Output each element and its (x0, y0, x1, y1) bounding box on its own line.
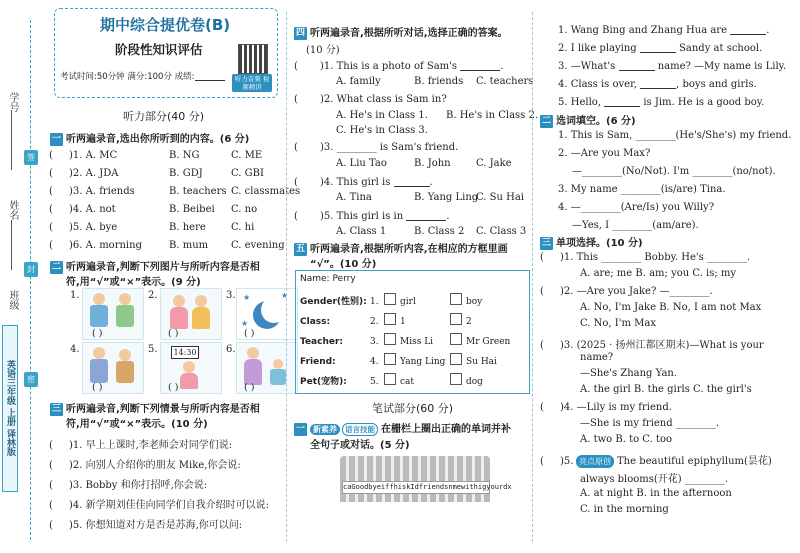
person-body-icon (90, 359, 108, 383)
exam-meta-text: 考试时间:50分钟 满分:100分 成绩: (60, 72, 195, 82)
answer-paren[interactable]: ( (49, 168, 53, 179)
question-stem-cont: name? (580, 352, 614, 363)
answer-blank[interactable] (604, 96, 640, 107)
l-s4-title-text: 听两遍录音,根据所听对话,选择正确的答案。 (310, 28, 508, 39)
s3-q4 (540, 402, 672, 413)
answer-blank[interactable] (394, 176, 430, 187)
form-row (300, 293, 482, 307)
option-b: B. NG (169, 150, 200, 161)
form-num: 1. (370, 297, 379, 307)
star-icon: ★ (241, 319, 249, 328)
option-c: C. GBI (231, 168, 264, 179)
name-blank[interactable] (11, 220, 12, 270)
q-num: 1. (558, 25, 568, 36)
answer-blank[interactable] (640, 42, 676, 53)
s3-q3-options: A. the girl B. the girls C. the girl's (580, 384, 752, 395)
answer-paren[interactable]: ( (49, 500, 53, 511)
q-text: Class is over, (570, 79, 637, 90)
answer-paren[interactable]: ( (49, 480, 53, 491)
score-blank[interactable] (195, 70, 225, 81)
answer-paren[interactable]: ( (540, 286, 544, 297)
s3-q4-options: A. two B. to C. too (580, 434, 672, 445)
checkbox-icon[interactable] (450, 293, 462, 305)
l-s1-row (49, 150, 262, 161)
option-a: )2. A. JDA (69, 168, 119, 179)
q-text2: name? —My name is Lily. (657, 61, 787, 72)
listening-part-title: 听力部分(40 分) (123, 110, 205, 123)
q-text: Hello, (570, 97, 601, 108)
qr-code-icon[interactable] (238, 44, 268, 74)
checkbox-icon[interactable] (384, 353, 396, 365)
answer-blank[interactable] (460, 60, 500, 71)
s4-q5: ( )5. This girl is in . (294, 211, 450, 222)
s4-q2 (294, 94, 447, 105)
form-row (300, 353, 497, 367)
fill-q5 (558, 96, 764, 108)
pic-num-5: 5. (148, 344, 158, 355)
s3-q3c: —She's Zhang Yan. (580, 368, 678, 379)
w-s3-num: 三 (541, 238, 551, 248)
question-stem: )2. —Are you Jake? —________. (560, 286, 713, 297)
l-s1-num: 一 (51, 134, 61, 144)
question-stem: )4. —Lily is my friend. (560, 402, 672, 413)
w-s2-title-text: 选词填空。(6 分) (556, 116, 636, 127)
l-s5-num: 五 (295, 244, 305, 254)
scenario-text: )3. Bobby 和你打招呼,你会说: (69, 480, 208, 491)
boy-body-icon (116, 305, 134, 327)
question-stem: )3. (2025 · 扬州江都区期末)—What is your (560, 340, 764, 351)
name-label: 姓名 (7, 200, 18, 220)
l-s1-title (50, 130, 249, 146)
option-2: boy (466, 297, 483, 307)
option-a: A. Class 1 (336, 226, 387, 237)
w-s3-title-text: 单项选择。(10 分) (556, 238, 643, 249)
fill-q1: 1. Wang Bing and Zhang Hua are . (558, 25, 770, 36)
option-b: B. He's in Class 2. (446, 110, 539, 121)
column-divider (286, 12, 287, 542)
option-b: B. Class 2 (414, 226, 465, 237)
binding-tag-sign: 签 (24, 150, 38, 165)
l-s2-title2: 符,用“√”或“×”表示。(9 分) (66, 277, 201, 288)
answer-blank[interactable] (640, 78, 676, 89)
answer-blank[interactable] (730, 24, 766, 35)
w-s1-title (294, 420, 511, 436)
fill-q3 (558, 60, 786, 72)
s3-q2-options: A. No, I'm Jake B. No, I am not Max (580, 302, 762, 313)
option-c: C. hi (231, 222, 255, 233)
answer-blank[interactable] (406, 210, 446, 221)
s4-q2-options2: C. He's in Class 3. (336, 125, 428, 136)
option-a: )4. A. not (69, 204, 116, 215)
form-row (300, 313, 472, 327)
form-row (300, 333, 510, 347)
l-s3-row (49, 436, 232, 451)
form-num: 2. (370, 317, 379, 327)
answer-paren[interactable]: ( (49, 520, 53, 531)
option-2: Mr Green (466, 337, 511, 347)
l-s3-row (49, 496, 269, 511)
grade-label: 英语三年级 上册 译林版 (2, 325, 18, 492)
l-s3-row (49, 456, 241, 471)
s2-q3: 3. My name ________(is/are) Tina. (558, 184, 726, 195)
form-row (300, 373, 483, 387)
checkbox-icon[interactable] (384, 293, 396, 305)
option-b: B. mum (169, 240, 209, 251)
pic-num-3: 3. (226, 290, 236, 301)
l-s5-title-text: 听两遍录音,根据所听内容,在相应的方框里画 (310, 244, 508, 255)
answer-paren[interactable]: ( (294, 211, 298, 222)
w-s1-title-text: 在栅栏上圈出正确的单词并补 (381, 424, 511, 435)
q-text: I like playing (570, 43, 637, 54)
l-s1-row (49, 240, 285, 251)
option-a: )5. A. bye (69, 222, 118, 233)
answer-paren[interactable]: ( (49, 186, 53, 197)
option-c: C. Su Hai (476, 192, 525, 203)
s2-q4: 4. —________(Are/Is) you Willy? (558, 202, 715, 213)
person-head-icon (93, 347, 105, 359)
answer-paren-2[interactable]: ( ) (168, 328, 179, 339)
option-b: B. Yang Ling (414, 192, 479, 203)
answer-paren[interactable]: ( (49, 240, 53, 251)
person-body-icon (116, 361, 134, 383)
q-text: Wang Bing and Zhang Hua are (570, 25, 728, 36)
option-b: B. friends (414, 76, 464, 87)
form-label: Pet(宠物): (300, 377, 347, 387)
child-body-icon (270, 369, 286, 385)
option-2: 2 (466, 317, 472, 327)
option-1: Yang Ling (400, 357, 446, 367)
q-num: 5. (558, 97, 568, 108)
option-1: girl (400, 297, 416, 307)
s4-q3-options (336, 158, 512, 169)
option-c: C. Class 3 (476, 226, 527, 237)
answer-paren[interactable]: ( (294, 94, 298, 105)
option-1: 1 (400, 317, 406, 327)
option-b: B. John (414, 158, 451, 169)
checkbox-icon[interactable] (384, 333, 396, 345)
boy-head-icon (119, 293, 131, 305)
l-s3-title-text: 听两遍录音,判断下列情景与所听内容是否相 (66, 404, 260, 415)
checkbox-icon[interactable] (384, 373, 396, 385)
fill-q2 (558, 42, 762, 54)
l-s4-title (294, 24, 508, 40)
s3-q2 (540, 286, 713, 297)
l-s3-row (49, 476, 207, 491)
girl-body-icon (180, 373, 198, 389)
qr-caption: 听力音频 视频精讲 (232, 74, 272, 92)
girl-head-icon (195, 295, 207, 307)
option-b: B. Beibei (169, 204, 215, 215)
answer-paren[interactable]: ( (540, 252, 544, 263)
q-text2: , boys and girls. (676, 79, 757, 90)
fence-icon (340, 456, 490, 502)
question-stem: The beautiful epiphyllum(昙花) (617, 456, 772, 467)
q-text: —What's (570, 61, 616, 72)
exam-meta (60, 70, 225, 82)
q-num: 2. (558, 43, 568, 54)
l-s5-title (294, 240, 508, 256)
l-s1-row (49, 168, 264, 179)
form-label: Friend: (300, 357, 336, 367)
option-b: B. GDJ (169, 168, 203, 179)
binding-line (30, 20, 31, 540)
option-a: A. family (336, 76, 381, 87)
s3-q3b (580, 352, 613, 363)
girl-body-icon (170, 307, 188, 329)
pic-num-1: 1. (70, 290, 80, 301)
person-head-icon (119, 349, 131, 361)
l-s1-row (49, 222, 254, 233)
s3-q1 (540, 252, 750, 263)
student-id-blank[interactable] (11, 110, 12, 170)
question-stem: )5. This girl is in (320, 211, 404, 222)
option-1: cat (400, 377, 415, 387)
answer-paren[interactable]: ( (49, 460, 53, 471)
w-s2-title (540, 112, 636, 128)
l-s1-title-text: 听两遍录音,选出你所听到的内容。(6 分) (66, 134, 250, 145)
written-part-title: 笔试部分(60 分) (372, 402, 454, 415)
s4-q3 (294, 142, 458, 153)
option-b: B. here (169, 222, 206, 233)
person-head-icon (247, 347, 259, 359)
s2-q1: 1. This is Sam, ________(He's/She's) my friend. (558, 130, 792, 141)
question-stem: )1. This ________ Bobby. He's ________. (560, 252, 751, 263)
answer-paren[interactable]: ( (49, 222, 53, 233)
option-c: C. evening (231, 240, 285, 251)
answer-paren[interactable]: ( (540, 402, 544, 413)
l-s2-title (50, 258, 260, 274)
w-s3-title (540, 234, 643, 250)
option-a: )6. A. morning (69, 240, 142, 251)
q-num: 4. (558, 79, 568, 90)
answer-paren[interactable]: ( (294, 142, 298, 153)
form-label: Gender(性别): (300, 297, 367, 307)
l-s2-num: 二 (51, 262, 61, 272)
s3-q5-options2: C. in the morning (580, 504, 669, 515)
fence-letters[interactable]: caGoodbyeiffhiskIdfriendsnmewithigyourdx (342, 481, 490, 494)
answer-paren[interactable]: ( (294, 177, 298, 188)
s2-q2: 2. —Are you Max? (558, 148, 651, 159)
tag-new: 新素养 (310, 424, 340, 435)
l-s3-title2: 符,用“√”或“×”表示。(10 分) (66, 419, 208, 430)
binding-tag-secret: 密 (24, 372, 38, 387)
checkbox-icon[interactable] (384, 313, 396, 325)
form-num: 4. (370, 357, 379, 367)
checkbox-icon[interactable] (450, 353, 462, 365)
column-divider (532, 12, 533, 542)
form-name-row: Name: Perry (300, 274, 356, 284)
answer-paren[interactable]: ( (49, 150, 53, 161)
student-id-label: 学号 (7, 92, 18, 112)
pic-num-2: 2. (148, 290, 158, 301)
q-num: 3. (558, 61, 568, 72)
w-s2-num: 二 (541, 116, 551, 126)
checkbox-icon[interactable] (450, 313, 462, 325)
answer-paren[interactable]: ( (540, 456, 544, 467)
page-subtitle: 阶段性知识评估 (115, 42, 203, 57)
pic-num-6: 6. (226, 344, 236, 355)
option-c: C. teachers (476, 76, 534, 87)
option-a: A. Tina (336, 192, 372, 203)
scenario-text: )1. 早上上课时,李老师会对同学们说: (69, 440, 233, 451)
l-s1-row (49, 186, 300, 197)
s4-q4: ( )4. This girl is . (294, 177, 433, 188)
answer-paren-6[interactable]: ( ) (244, 382, 255, 393)
answer-paren-4[interactable]: ( ) (92, 382, 103, 393)
s3-q5-options: A. at night B. in the afternoon (580, 488, 732, 499)
checkbox-icon[interactable] (450, 333, 462, 345)
l-s3-num: 三 (51, 404, 61, 414)
question-stem: )3. ________ is Sam's friend. (320, 142, 459, 153)
answer-paren[interactable]: ( (540, 340, 544, 351)
answer-paren-3[interactable]: ( ) (244, 328, 255, 339)
form-label: Class: (300, 317, 331, 327)
form-num: 5. (370, 377, 379, 387)
l-s4-num: 四 (295, 28, 305, 38)
binding-tag-seal: 封 (24, 262, 38, 277)
option-a: )3. A. friends (69, 186, 135, 197)
w-s1-num: 一 (295, 424, 305, 434)
option-c: C. no (231, 204, 258, 215)
s3-q5: ( )5. 亮点原创 The beautiful epiphyllum(昙花) (540, 456, 772, 467)
l-s5-title2: “√”。(10 分) (310, 259, 377, 270)
answer-paren[interactable]: ( (294, 61, 298, 72)
l-s4-score: (10 分) (306, 45, 340, 56)
form-num: 3. (370, 337, 379, 347)
s4-q1-options (336, 76, 533, 87)
option-2: Su Hai (466, 357, 497, 367)
s2-q4b: —Yes, I ________(am/are). (572, 220, 699, 231)
s3-q3 (540, 336, 764, 351)
form-label: Teacher: (300, 337, 344, 347)
option-1: Miss Li (400, 337, 434, 347)
l-s1-row (49, 204, 257, 215)
boy-body-icon (90, 305, 108, 327)
s3-q4b: —She is my friend ________. (580, 418, 720, 429)
binding-strip (0, 0, 44, 553)
tag-original: 亮点原创 (576, 455, 614, 468)
s4-q5-options (336, 226, 526, 237)
s3-q5b: always blooms(开花) ________. (580, 474, 729, 485)
s3-q2-options2: C. No, I'm Max (580, 318, 656, 329)
star-icon: ★ (243, 293, 251, 302)
option-a: A. He's in Class 1. (336, 110, 428, 121)
answer-paren-1[interactable]: ( ) (92, 328, 103, 339)
page-title: 期中综合提优卷(B) (100, 16, 231, 34)
q-text2: is Jim. He is a good boy. (643, 97, 765, 108)
question-stem: )2. What class is Sam in? (320, 94, 447, 105)
l-s3-title (50, 400, 260, 416)
option-a: A. Liu Tao (336, 158, 387, 169)
girl-head-icon (183, 361, 195, 373)
girl-body-icon (192, 307, 210, 329)
answer-paren[interactable]: ( (49, 440, 53, 451)
pic-num-4: 4. (70, 344, 80, 355)
option-b: B. teachers (169, 186, 227, 197)
l-s2-title-text: 听两遍录音,判断下列图片与所听内容是否相 (66, 262, 260, 273)
question-stem: )4. This girl is (320, 177, 391, 188)
scenario-text: )4. 新学期刘佳佳向同学们自我介绍时可以说: (69, 500, 269, 511)
answer-paren-5[interactable]: ( ) (168, 382, 179, 393)
l-s3-row (49, 516, 242, 531)
answer-blank[interactable] (619, 60, 655, 71)
q-text2: Sandy at school. (679, 43, 763, 54)
s4-q1: ( )1. This is a photo of Sam's . (294, 61, 504, 72)
option-c: C. Jake (476, 158, 512, 169)
answer-paren[interactable]: ( (49, 204, 53, 215)
option-2: dog (466, 377, 483, 387)
clock-icon: 14:30 (171, 346, 199, 359)
option-c: C. ME (231, 150, 263, 161)
s3-q1-options: A. are; me B. am; you C. is; my (580, 268, 737, 279)
w-s1-title2: 全句子或对话。(5 分) (310, 440, 410, 451)
fill-q4 (558, 78, 757, 90)
scenario-text: )5. 你想知道对方是否是苏海,你可以问: (69, 520, 243, 531)
child-head-icon (273, 359, 283, 369)
s4-q2-options (336, 110, 538, 121)
option-a: )1. A. MC (69, 150, 118, 161)
s2-q2b: —________(No/Not). I'm ________(no/not). (572, 166, 776, 177)
class-label: 班级 (7, 290, 18, 310)
question-stem: )1. This is a photo of Sam's (320, 61, 458, 72)
scenario-text: )2. 向别人介绍你的朋友 Mike,你会说: (69, 460, 241, 471)
moon-cut (261, 297, 287, 323)
s4-q4-options (336, 192, 524, 203)
boy-head-icon (93, 293, 105, 305)
star-icon: ★ (281, 291, 289, 300)
checkbox-icon[interactable] (450, 373, 462, 385)
girl-head-icon (173, 295, 185, 307)
option-c: C. classmates (231, 186, 301, 197)
tag-skill: 语言技能 (342, 423, 378, 436)
